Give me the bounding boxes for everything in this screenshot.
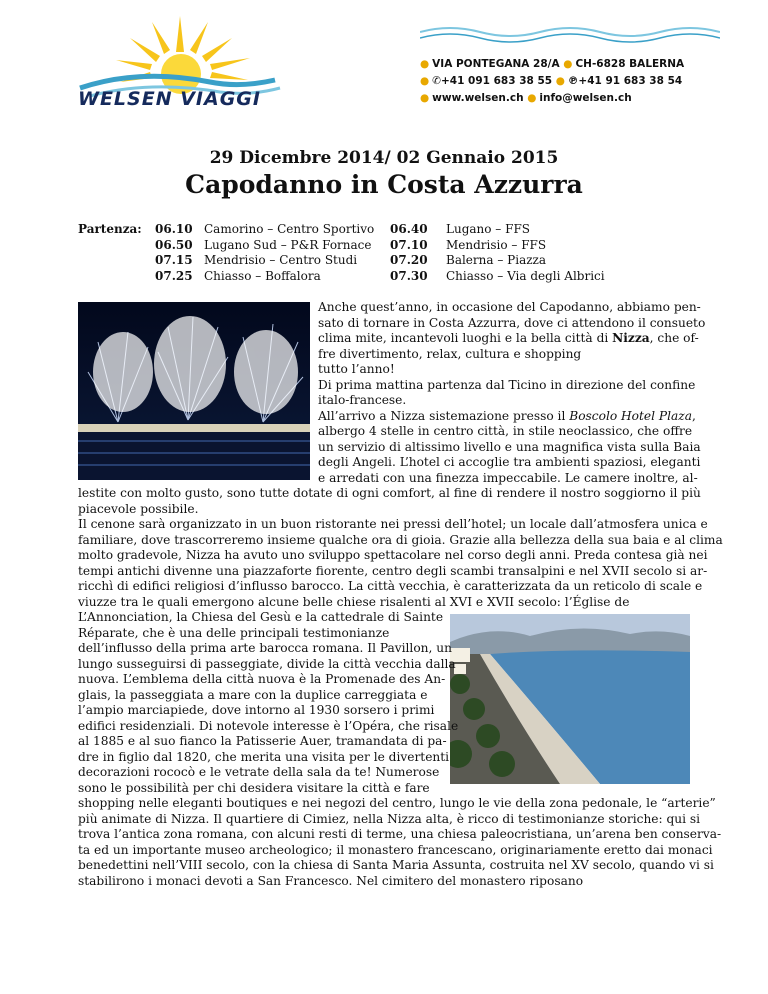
text-line: tempi antichi divenne una piazzaforte fiorente, centro degli scambi transalpini e nel XVII secolo si ar- <box>78 563 708 578</box>
departure-places-right <box>446 222 605 284</box>
body-paragraph <box>78 486 723 610</box>
fax-icon: ℗ <box>567 75 579 87</box>
text-line: Il cenone sarà organizzato in un buon ristorante nei pressi dell’hotel; un locale dall’atmosfera unica e <box>78 517 708 531</box>
text-line: sono le possibilità per chi desidera visitare la città e fare <box>78 780 430 795</box>
departure-place: Camorino – Centro Sportivo <box>204 222 375 236</box>
text-line: piacevole possibile. <box>78 501 199 516</box>
departure-places-left <box>204 222 374 284</box>
text-line: shopping nelle eleganti boutiques e nei negozi del centro, lungo le vie della zona pedonale, le “arterie” <box>78 796 716 810</box>
hotel-name: Boscolo Hotel Plaza <box>569 408 692 423</box>
brand-name: WELSEN VIAGGI <box>78 88 261 110</box>
text-line: albergo 4 stelle in centro città, in stile neoclassico, che offre <box>318 424 693 438</box>
text-fragment: , <box>691 408 696 423</box>
text-line: più animate di Nizza. Il quartiere di Cimiez, nella Nizza alta, è ricco di testimonianze storiche: qui si <box>78 811 701 826</box>
city-name-highlight: Nizza <box>612 331 650 345</box>
text-fragment: , che of- <box>649 331 699 345</box>
intro-paragraph <box>318 300 705 486</box>
text-line: degli Angeli. L’hotel ci accoglie tra ambienti spaziosi, eleganti <box>318 455 701 469</box>
page-title: Capodanno in Costa Azzurra <box>185 170 583 199</box>
text-line: al 1885 e al suo fianco la Patisserie Auer, tramandata di pa- <box>78 734 447 748</box>
text-line: Anche quest’anno, in occasione del Capodanno, abbiamo pen- <box>318 300 701 314</box>
departure-times-left <box>155 222 193 284</box>
departure-place: Lugano Sud – P&R Fornace <box>204 237 372 252</box>
text-line: glais, la passeggiata a mare con la duplice carreggiata e <box>78 687 428 702</box>
departure-time: 07.10 <box>390 237 428 252</box>
departure-place: Mendrisio – FFS <box>446 237 547 252</box>
departure-time: 07.20 <box>390 253 428 267</box>
phone: +41 091 683 38 55 <box>440 75 553 87</box>
text-line: e arredati con una finezza impeccabile. Le camere inoltre, al- <box>318 470 698 485</box>
text-line <box>318 409 705 425</box>
departure-time: 06.10 <box>155 222 193 236</box>
text-line: stabilirono i monaci devoti a San Francesco. Nel cimitero del monastero riposano <box>78 873 584 888</box>
text-line: sato di tornare in Costa Azzurra, dove ci attendono il consueto <box>318 315 706 330</box>
text-line: trova l’antica zona romana, con alcuni resti di terme, una chiesa paleocristiana, un’arena ben conserva- <box>78 827 722 841</box>
text-line: familiare, dove trascorreremo insieme qualche ora di gioia. Grazie alla bellezza della sua baia e al clima <box>78 532 723 547</box>
text-line: viuzze tra le quali emergono alcune belle chiese risalenti al XVI e XVII secolo: l’Église de <box>78 594 630 609</box>
departure-place: Chiasso – Via degli Albrici <box>446 268 605 283</box>
text-line: lungo susseguirsi di passeggiate, divide la città vecchia dalla <box>78 656 456 671</box>
text-line: ta ed un importante museo archeologico; il monastero francescano, originariamente eretto dai monaci <box>78 842 713 857</box>
text-line: L’Annonciation, la Chiesa del Gesù e la cattedrale di Sainte <box>78 610 444 624</box>
text-line <box>318 331 705 347</box>
departure-place: Mendrisio – Centro Studi <box>204 253 358 267</box>
text-line: edifici residenziali. Di notevole interesse è l’Opéra, che risale <box>78 718 459 733</box>
text-line: dre in figlio dal 1820, che merita una visita per le divertenti <box>78 749 450 764</box>
departure-time: 06.50 <box>155 237 193 252</box>
nice-promenade-photo <box>450 614 690 784</box>
fax: +41 91 683 38 54 <box>578 75 683 87</box>
address: VIA PONTEGANA 28/A <box>432 58 560 70</box>
text-line: benedettini nell’VIII secolo, con la chiesa di Santa Maria Assunta, costruita nel XV secolo, quando vi si <box>78 858 714 872</box>
departure-place: Lugano – FFS <box>446 222 530 236</box>
text-line: fre divertimento, relax, cultura e shopping <box>318 346 582 361</box>
text-line: lestite con molto gusto, sono tutte dotate di ogni comfort, al fine di rendere il nostro soggiorno il più <box>78 486 701 500</box>
text-line: dell’influsso della prima arte barocca romana. Il Pavillon, un <box>78 641 452 655</box>
departure-time: 07.15 <box>155 253 193 267</box>
departure-place: Balerna – Piazza <box>446 253 547 267</box>
text-line: l’ampio marciapiede, dove intorno al 1930 sorsero i primi <box>78 703 435 717</box>
departure-time: 06.40 <box>390 222 428 236</box>
wave-decoration <box>420 14 720 44</box>
welsen-viaggi-logo <box>60 8 300 120</box>
text-line: ricchì di edifici religiosi d’influsso barocco. La città vecchia, è caratterizzata da un reticolo di scale e <box>78 579 703 593</box>
departure-place: Chiasso – Boffalora <box>204 268 321 283</box>
trip-dates: 29 Dicembre 2014/ 02 Gennaio 2015 <box>209 148 559 168</box>
text-line: un servizio di altissimo livello e una magnifica vista sulla Baia <box>318 439 701 454</box>
text-line: italo-francese. <box>318 393 407 407</box>
fireworks-photo <box>78 302 310 480</box>
text-fragment: All’arrivo a Nizza sistemazione presso il <box>318 408 570 423</box>
text-line: molto gradevole, Nizza ha avuto uno sviluppo spettacolare nel corso degli anni. Preda contesa già nei <box>78 548 708 562</box>
phone-icon: ✆ <box>432 75 441 87</box>
departure-time: 07.25 <box>155 268 193 283</box>
text-line: nuova. L’emblema della città nuova è la Promenade des An- <box>78 672 446 686</box>
city: CH-6828 BALERNA <box>575 58 685 70</box>
website-link[interactable]: www.welsen.ch <box>432 92 524 104</box>
text-line: Réparate, che è una delle principali testimonianze <box>78 625 390 640</box>
text-line: Di prima mattina partenza dal Ticino in direzione del confine <box>318 377 696 392</box>
body-paragraph <box>78 610 458 796</box>
body-paragraph <box>78 796 721 889</box>
email-link[interactable]: info@welsen.ch <box>539 92 632 104</box>
departure-label: Partenza: <box>78 222 142 236</box>
text-line: tutto l’anno! <box>318 362 395 376</box>
departure-time: 07.30 <box>390 268 428 283</box>
contact-block: ● VIA PONTEGANA 28/A ● CH-6828 BALERNA ● ✆+41 091 683 38 55 ● ℗+41 91 683 38 54 ● www.welsen.ch ● info@welsen.ch <box>420 58 685 104</box>
text-fragment: clima mite, incantevoli luoghi e la bella città di <box>318 331 613 345</box>
departure-times-right <box>390 222 428 284</box>
text-line: decorazioni rococò e le vetrate della sala da te! Numerose <box>78 765 440 779</box>
